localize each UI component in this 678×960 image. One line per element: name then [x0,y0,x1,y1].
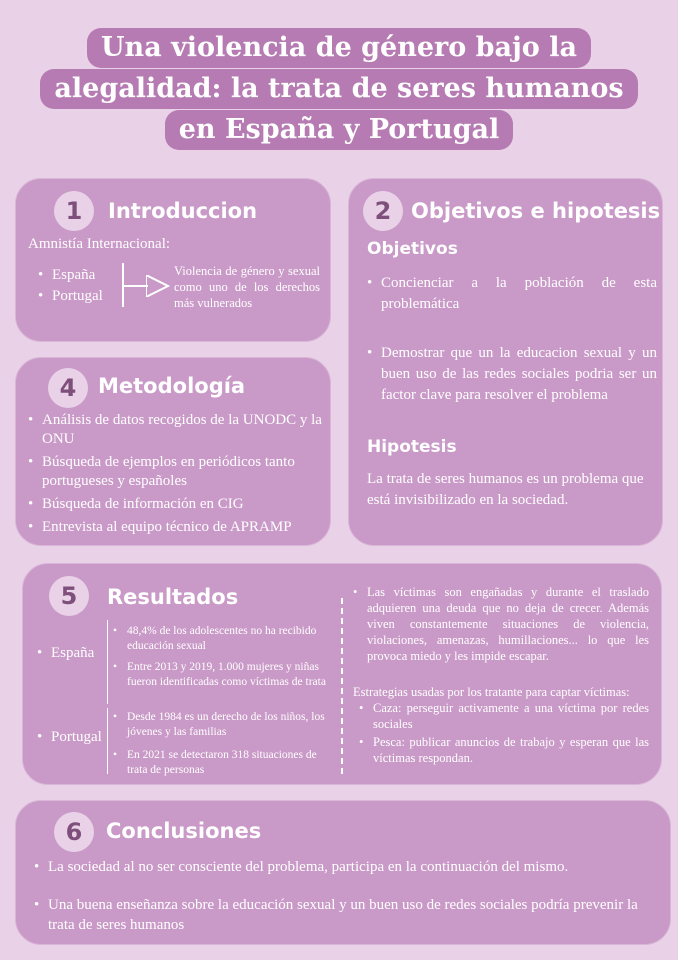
intro-card [15,178,331,342]
spain-list [113,624,333,690]
portugal-item: • En 2021 se detectaron 318 situaciones de trata de personas [113,748,337,778]
conclusion-item: • La sociedad al no ser consciente del problema, participa en la continuación del mismo. [34,857,664,877]
poster-title [0,28,678,150]
conclusions-heading: Conclusiones [106,819,262,843]
portugal-item: • Desde 1984 es un derecho de los niños, los jóvenes y las familias [113,710,337,740]
strategies-list [359,700,649,766]
results-divider [341,598,343,774]
section-number-4: 4 [48,368,88,408]
conclusion-item: • Una buena enseñanza sobre la educación sexual y un buen uso de redes sociales podría prevenir la trata de seres humanos [34,895,664,935]
title-line-3: en España y Portugal [165,110,514,150]
methodology-heading: Metodología [98,374,246,398]
section-number-5: 5 [49,576,89,616]
objectives-label: Objetivos [367,239,458,259]
country-item: • España [38,265,138,286]
arrow-right-icon [146,275,170,297]
strategies-intro: Estrategias usadas por los tratante para captar víctimas: [353,685,630,699]
methodology-list [28,411,328,537]
methodology-card [15,357,331,546]
results-right-para [353,584,649,664]
arrow-shaft [122,285,148,287]
strategy-item: • Caza: perseguir activamente a una víctima por redes sociales [359,700,649,732]
hypothesis-text: La trata de seres humanos es un problema que está invisibilizado en la sociedad. [367,471,644,508]
conclusions-card [15,800,671,945]
intro-description: Violencia de género y sexual como uno de los derechos más vulnerados [174,264,320,310]
title-line-2: alegalidad: la trata de seres humanos [40,69,637,109]
methodology-item: • Búsqueda de ejemplos en periódicos tanto portugueses y españoles [28,453,328,491]
section-number-6: 6 [54,812,94,852]
methodology-item: • Entrevista al equipo técnico de APRAMP [28,518,328,537]
section-number-2: 2 [363,191,403,231]
objectives-card [348,178,663,546]
spain-label: • España [37,644,117,663]
objectives-heading: Objetivos e hipotesis [411,199,661,223]
country-item: • Portugal [38,286,138,307]
title-line-1: Una violencia de género bajo la [87,28,591,68]
hypothesis-label: Hipotesis [367,437,457,457]
objectives-list [367,273,657,406]
methodology-item: • Búsqueda de información en CIG [28,495,328,514]
spain-item: • 48,4% de los adolescentes no ha recibido educación sexual [113,624,333,654]
section-number-1: 1 [54,191,94,231]
methodology-item: • Análisis de datos recogidos de la UNODC y la ONU [28,411,328,449]
objective-item: • Concienciar a la población de esta problemática [367,273,657,315]
portugal-label: • Portugal [37,728,127,747]
portugal-list [113,710,337,778]
spain-item: • Entre 2013 y 2019, 1.000 mujeres y niñas fueron identificadas como víctimas de trata [113,660,333,690]
spain-label-list [37,644,117,663]
victims-paragraph: • Las víctimas son engañadas y durante el traslado adquieren una deuda que no deja de crecer. Además viven constantemente situaciones de violencia, violaciones, amenazas, humillaciones... lo que les provoca miedo y les impide escapar. [353,584,649,664]
strategy-item: • Pesca: publicar anuncios de trabajo y esperan que las víctimas respondan. [359,734,649,766]
spain-bracket [107,620,108,704]
results-card [22,563,662,785]
objective-item: • Demostrar que un la educacion sexual y un buen uso de las redes sociales podria ser un factor clave para resolver el problema [367,343,657,406]
portugal-bracket [107,708,108,774]
results-heading: Resultados [107,585,239,609]
conclusions-list [34,857,664,935]
intro-source: Amnistía Internacional: [28,236,171,252]
intro-heading: Introduccion [108,199,258,223]
